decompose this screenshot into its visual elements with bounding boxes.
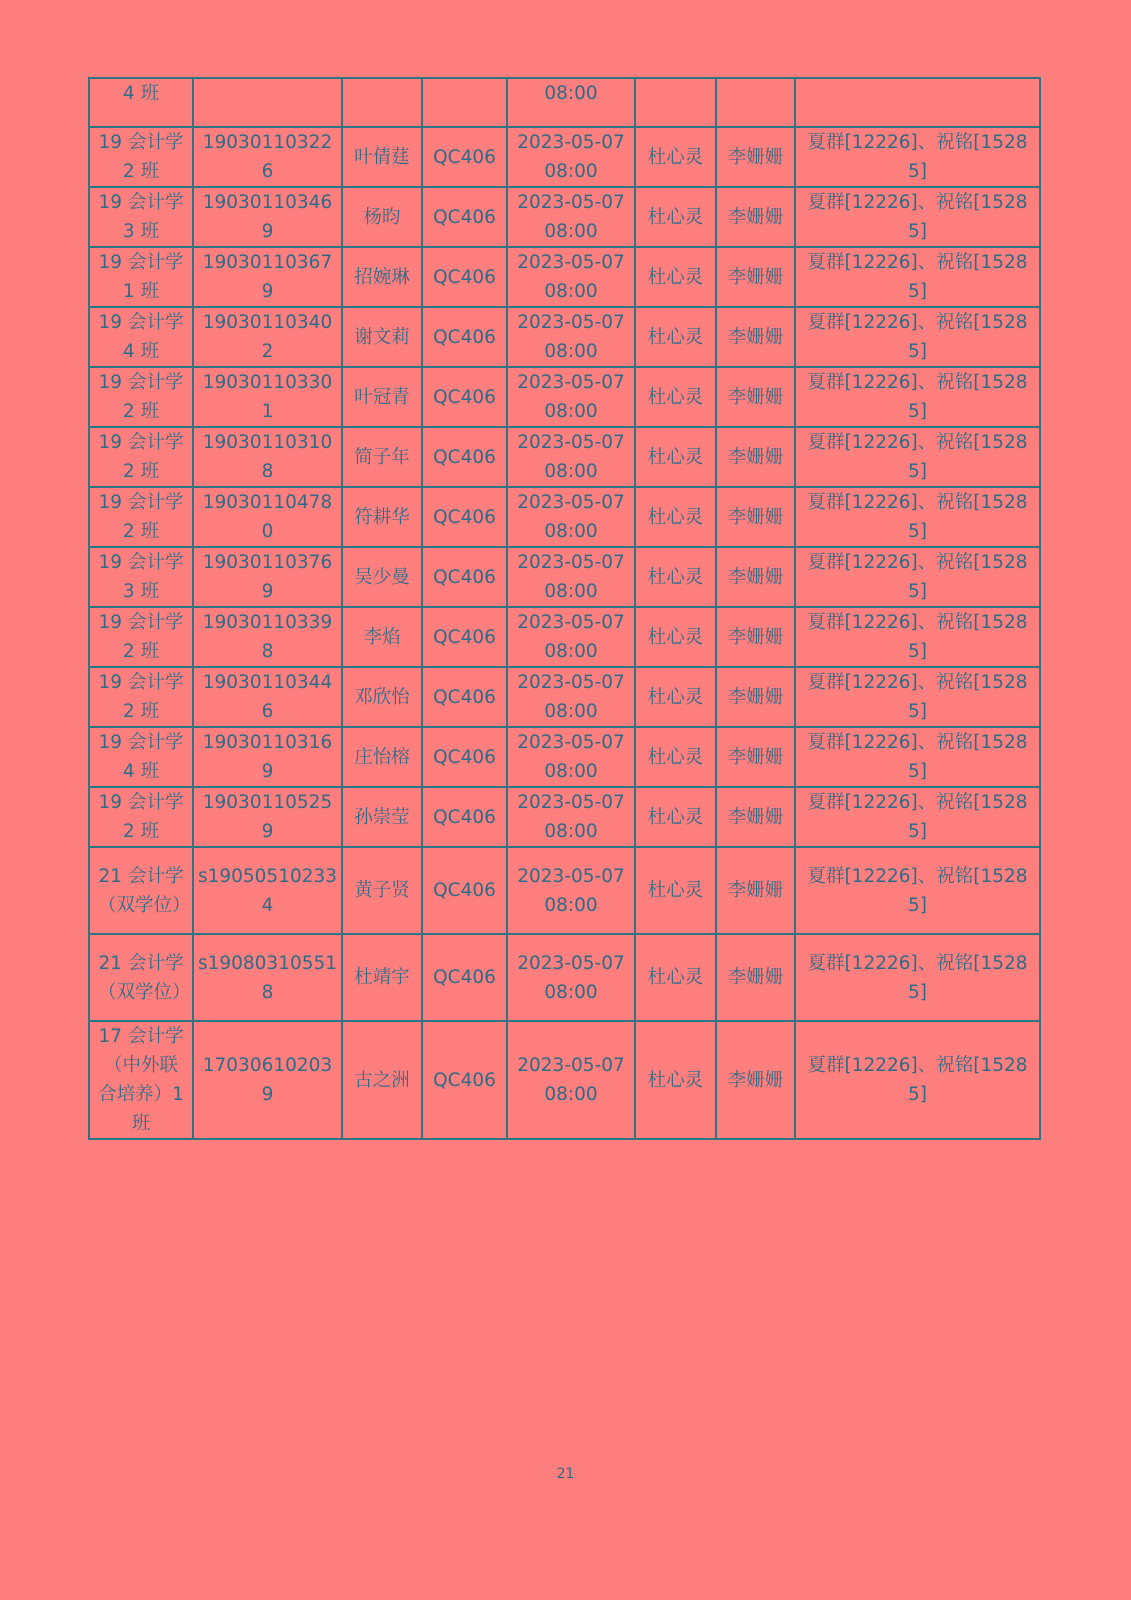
cell-invigilators: 夏群[12226]、祝铭[15285] <box>795 934 1040 1021</box>
cell-name: 叶倩莛 <box>342 127 422 187</box>
cell-room: QC406 <box>422 547 507 607</box>
cell-teacher-1: 杜心灵 <box>635 307 716 367</box>
cell-datetime <box>507 1021 635 1139</box>
table-row <box>89 727 1040 787</box>
cell-class: 19 会计学 1 班 <box>89 247 193 307</box>
cell-room: QC406 <box>422 427 507 487</box>
cell-student-id: 190301103469 <box>193 187 342 247</box>
cell-datetime <box>507 487 635 547</box>
cell-teacher-1: 杜心灵 <box>635 187 716 247</box>
cell-datetime <box>507 547 635 607</box>
cell-name: 招婉琳 <box>342 247 422 307</box>
cell-class: 21 会计学（双学位） <box>89 934 193 1021</box>
cell-room: QC406 <box>422 187 507 247</box>
cell-name: 吴少曼 <box>342 547 422 607</box>
cell-room: QC406 <box>422 934 507 1021</box>
cell-teacher-1: 杜心灵 <box>635 127 716 187</box>
cell-datetime <box>507 187 635 247</box>
cell-room: QC406 <box>422 787 507 847</box>
cell-class: 21 会计学（双学位） <box>89 847 193 934</box>
cell-room: QC406 <box>422 727 507 787</box>
cell-class: 19 会计学 2 班 <box>89 607 193 667</box>
cell-date: 2023-05-07 <box>517 792 625 813</box>
cell-teacher-2 <box>716 78 795 127</box>
cell-teacher-2: 李姗姗 <box>716 547 795 607</box>
cell-class: 19 会计学 3 班 <box>89 187 193 247</box>
cell-student-id: 190301103769 <box>193 547 342 607</box>
cell-name: 叶冠青 <box>342 367 422 427</box>
cell-name: 古之洲 <box>342 1021 422 1139</box>
cell-room: QC406 <box>422 487 507 547</box>
table-row <box>89 934 1040 1021</box>
cell-class: 19 会计学 3 班 <box>89 547 193 607</box>
cell-teacher-2: 李姗姗 <box>716 427 795 487</box>
cell-name: 杨昀 <box>342 187 422 247</box>
cell-teacher-2: 李姗姗 <box>716 847 795 934</box>
table-row <box>89 667 1040 727</box>
table-row <box>89 487 1040 547</box>
cell-date: 2023-05-07 <box>517 612 625 633</box>
cell-name: 庄怡榕 <box>342 727 422 787</box>
cell-time: 08:00 <box>544 581 598 602</box>
cell-teacher-1: 杜心灵 <box>635 367 716 427</box>
cell-name: 简子年 <box>342 427 422 487</box>
cell-student-id: 190301103402 <box>193 307 342 367</box>
cell-student-id: 190301104780 <box>193 487 342 547</box>
cell-teacher-1: 杜心灵 <box>635 787 716 847</box>
cell-class: 19 会计学 2 班 <box>89 427 193 487</box>
table-row <box>89 247 1040 307</box>
exam-roster-table <box>88 77 1041 1140</box>
cell-invigilators: 夏群[12226]、祝铭[15285] <box>795 727 1040 787</box>
cell-class: 19 会计学 2 班 <box>89 127 193 187</box>
cell-date: 2023-05-07 <box>517 432 625 453</box>
page-number: 21 <box>556 1466 575 1482</box>
table-row <box>89 787 1040 847</box>
cell-date: 2023-05-07 <box>517 552 625 573</box>
cell-date: 2023-05-07 <box>517 865 625 887</box>
cell-time: 08:00 <box>544 761 598 782</box>
cell-room: QC406 <box>422 307 507 367</box>
cell-invigilators: 夏群[12226]、祝铭[15285] <box>795 487 1040 547</box>
cell-invigilators: 夏群[12226]、祝铭[15285] <box>795 367 1040 427</box>
cell-room: QC406 <box>422 367 507 427</box>
cell-teacher-1: 杜心灵 <box>635 427 716 487</box>
table-row <box>89 607 1040 667</box>
cell-teacher-2: 李姗姗 <box>716 1021 795 1139</box>
cell-student-id <box>193 78 342 127</box>
cell-time: 08:00 <box>544 701 598 722</box>
cell-name: 李焰 <box>342 607 422 667</box>
cell-invigilators: 夏群[12226]、祝铭[15285] <box>795 427 1040 487</box>
cell-invigilators: 夏群[12226]、祝铭[15285] <box>795 247 1040 307</box>
cell-datetime <box>507 307 635 367</box>
cell-time: 08:00 <box>544 821 598 842</box>
cell-datetime <box>507 787 635 847</box>
cell-room: QC406 <box>422 847 507 934</box>
cell-teacher-2: 李姗姗 <box>716 247 795 307</box>
cell-teacher-1: 杜心灵 <box>635 607 716 667</box>
cell-student-id: 190301103398 <box>193 607 342 667</box>
table-row <box>89 547 1040 607</box>
table-row <box>89 427 1040 487</box>
cell-datetime <box>507 607 635 667</box>
cell-teacher-1 <box>635 78 716 127</box>
cell-datetime <box>507 727 635 787</box>
cell-invigilators: 夏群[12226]、祝铭[15285] <box>795 667 1040 727</box>
cell-invigilators: 夏群[12226]、祝铭[15285] <box>795 787 1040 847</box>
cell-teacher-2: 李姗姗 <box>716 667 795 727</box>
cell-student-id: s190505102334 <box>193 847 342 934</box>
cell-student-id: 170306102039 <box>193 1021 342 1139</box>
cell-teacher-2: 李姗姗 <box>716 787 795 847</box>
cell-time: 08:00 <box>544 1084 598 1105</box>
cell-room: QC406 <box>422 127 507 187</box>
cell-class: 4 班 <box>89 78 193 127</box>
cell-student-id: 190301103301 <box>193 367 342 427</box>
cell-name: 邓欣怡 <box>342 667 422 727</box>
table-row-continued <box>89 78 1040 127</box>
cell-date: 2023-05-07 <box>517 672 625 693</box>
table-row <box>89 847 1040 934</box>
cell-name: 杜靖宇 <box>342 934 422 1021</box>
cell-date: 2023-05-07 <box>517 952 625 974</box>
cell-teacher-2: 李姗姗 <box>716 187 795 247</box>
cell-teacher-1: 杜心灵 <box>635 934 716 1021</box>
cell-teacher-2: 李姗姗 <box>716 487 795 547</box>
cell-teacher-1: 杜心灵 <box>635 847 716 934</box>
cell-student-id: 190301105259 <box>193 787 342 847</box>
cell-date: 2023-05-07 <box>517 132 625 153</box>
cell-invigilators: 夏群[12226]、祝铭[15285] <box>795 607 1040 667</box>
table-row <box>89 307 1040 367</box>
cell-student-id: 190301103226 <box>193 127 342 187</box>
cell-date: 2023-05-07 <box>517 372 625 393</box>
cell-invigilators <box>795 78 1040 127</box>
cell-room: QC406 <box>422 607 507 667</box>
cell-teacher-1: 杜心灵 <box>635 727 716 787</box>
cell-datetime: 08:00 <box>507 78 635 127</box>
cell-datetime <box>507 247 635 307</box>
cell-time: 08:00 <box>544 461 598 482</box>
cell-room: QC406 <box>422 667 507 727</box>
cell-datetime <box>507 934 635 1021</box>
cell-date: 2023-05-07 <box>517 192 625 213</box>
cell-class: 19 会计学 2 班 <box>89 787 193 847</box>
cell-student-id: 190301103169 <box>193 727 342 787</box>
cell-name: 孙崇莹 <box>342 787 422 847</box>
cell-class: 19 会计学 4 班 <box>89 727 193 787</box>
cell-room: QC406 <box>422 1021 507 1139</box>
cell-invigilators: 夏群[12226]、祝铭[15285] <box>795 1021 1040 1139</box>
cell-teacher-1: 杜心灵 <box>635 667 716 727</box>
cell-time: 08:00 <box>544 894 598 916</box>
cell-time: 08:00 <box>544 281 598 302</box>
cell-name: 谢文莉 <box>342 307 422 367</box>
cell-teacher-2: 李姗姗 <box>716 367 795 427</box>
cell-invigilators: 夏群[12226]、祝铭[15285] <box>795 127 1040 187</box>
cell-name: 符耕华 <box>342 487 422 547</box>
cell-teacher-2: 李姗姗 <box>716 934 795 1021</box>
cell-time: 08:00 <box>544 981 598 1003</box>
cell-datetime <box>507 427 635 487</box>
cell-datetime <box>507 367 635 427</box>
cell-teacher-2: 李姗姗 <box>716 607 795 667</box>
cell-teacher-1: 杜心灵 <box>635 1021 716 1139</box>
cell-teacher-2: 李姗姗 <box>716 127 795 187</box>
cell-date: 2023-05-07 <box>517 252 625 273</box>
cell-date: 2023-05-07 <box>517 1055 625 1076</box>
cell-date: 2023-05-07 <box>517 492 625 513</box>
cell-teacher-2: 李姗姗 <box>716 307 795 367</box>
cell-name <box>342 78 422 127</box>
cell-teacher-2: 李姗姗 <box>716 727 795 787</box>
cell-time: 08:00 <box>544 641 598 662</box>
cell-room <box>422 78 507 127</box>
cell-invigilators: 夏群[12226]、祝铭[15285] <box>795 187 1040 247</box>
cell-class: 19 会计学 2 班 <box>89 667 193 727</box>
cell-time: 08:00 <box>544 161 598 182</box>
cell-class: 19 会计学 2 班 <box>89 367 193 427</box>
cell-class: 17 会计学（中外联合培养）1 班 <box>89 1021 193 1139</box>
cell-teacher-1: 杜心灵 <box>635 247 716 307</box>
cell-student-id: s190803105518 <box>193 934 342 1021</box>
cell-invigilators: 夏群[12226]、祝铭[15285] <box>795 307 1040 367</box>
cell-date: 2023-05-07 <box>517 312 625 333</box>
cell-student-id: 190301103679 <box>193 247 342 307</box>
cell-datetime <box>507 847 635 934</box>
table-row <box>89 187 1040 247</box>
cell-time: 08:00 <box>544 521 598 542</box>
cell-time: 08:00 <box>544 221 598 242</box>
cell-student-id: 190301103446 <box>193 667 342 727</box>
cell-teacher-1: 杜心灵 <box>635 487 716 547</box>
cell-student-id: 190301103108 <box>193 427 342 487</box>
cell-date: 2023-05-07 <box>517 732 625 753</box>
table-row <box>89 1021 1040 1139</box>
cell-room: QC406 <box>422 247 507 307</box>
cell-class: 19 会计学 4 班 <box>89 307 193 367</box>
cell-datetime <box>507 127 635 187</box>
cell-time: 08:00 <box>544 341 598 362</box>
cell-datetime <box>507 667 635 727</box>
table-row <box>89 127 1040 187</box>
cell-name: 黄子贤 <box>342 847 422 934</box>
cell-class: 19 会计学 2 班 <box>89 487 193 547</box>
cell-invigilators: 夏群[12226]、祝铭[15285] <box>795 847 1040 934</box>
cell-teacher-1: 杜心灵 <box>635 547 716 607</box>
table-row <box>89 367 1040 427</box>
cell-invigilators: 夏群[12226]、祝铭[15285] <box>795 547 1040 607</box>
roster-body <box>89 78 1040 1139</box>
cell-time: 08:00 <box>544 401 598 422</box>
